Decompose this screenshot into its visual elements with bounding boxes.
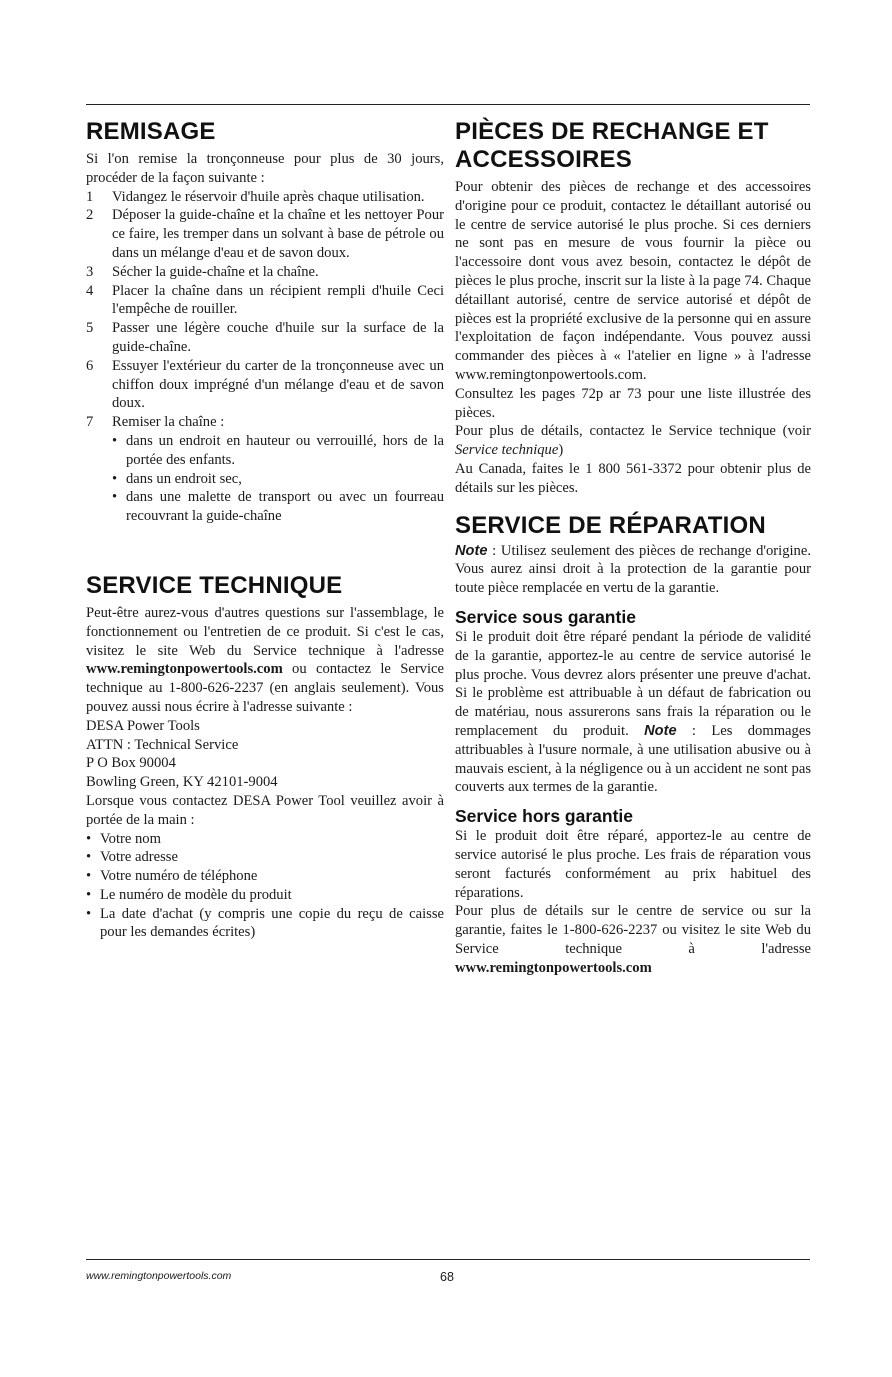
hors-garantie-paragraph: Pour plus de détails sur le centre de service ou sur la garantie, faites le 1-800-626-2237 ou visitez le site Web du Service technique à l'adresse www.remingtonpowertools.com: [455, 903, 811, 976]
storage-bullets: [112, 432, 444, 526]
checklist-item: • Votre nom: [86, 830, 444, 849]
service-technique-title: SERVICE TECHNIQUE: [86, 571, 343, 599]
step-item: 7 Remiser la chaîne : • dans un endroit en hauteur ou verrouillé, hors de la portée des enfants. • dans un endroit sec, • dans une malette de transport ou avec un fourreau recouvrant la guide-chaîne: [86, 413, 444, 526]
remisage-steps: [86, 188, 444, 526]
mailing-address: [86, 717, 444, 792]
remisage-section: [86, 118, 444, 526]
step-item: 6 Essuyer l'extérieur du carter de la tronçonneuse avec un chiffon doux imprégné d'un mélange d'eau et de savon doux.: [86, 357, 444, 412]
pieces-paragraph: Pour obtenir des pièces de rechange et des accessoires d'origine pour ce produit, contactez le détaillant autorisé ou le centre de service autorisé le plus proche. Si ces derniers ne sont pas en mesure de vous fournir la pièce ou l'accessoire dont vous avez besoin, contactez le dépôt de pièces le plus proche, inscrit sur la liste à la page 74. Chaque détaillant autorisé, centre de service autorisé et dépôt de pièces est la propriété exclusive de la personne qui en assure l'exploitation de façon indépendante. Vous pouvez aussi commander des pièces à « l'atelier en ligne » à l'adresse www.remingtonpowertools.com.: [455, 179, 811, 383]
reparation-note: Note : Utilisez seulement des pièces de rechange d'origine. Vous aurez ainsi droit à la protection de la garantie pour toute pièce remplacée en vertu de la garantie.: [455, 542, 811, 597]
sous-garantie-paragraph: Si le produit doit être réparé pendant la période de validité de la garantie, apportez-le au centre de service autorisé le plus proche. Vous devrez alors présenter une preuve d'achat. Si le problème est attribuable à un défaut de fabrication ou de matériau, nous assurerons sans frais la réparation ou le remplacement du produit. Note : Les dommages attribuables à l'usure normale, à une utilisation abusive ou à mauvais escient, à la négligence ou à un accident ne sont pas couverts aux termes de la garantie.: [455, 628, 811, 796]
hors-garantie-title: Service hors garantie: [455, 806, 633, 827]
step-item: 4 Placer la chaîne dans un récipient rempli d'huile Ceci l'empêche de rouiller.: [86, 282, 444, 318]
checklist-item: • Votre adresse: [86, 848, 444, 867]
checklist-item: • La date d'achat (y compris une copie du reçu de caisse pour les demandes écrites): [86, 905, 444, 943]
hors-garantie-paragraph: Si le produit doit être réparé, apportez-le au centre de service autorisé le plus proche. Les frais de réparation vous seront facturés conformément au prix habituel des réparations.: [455, 828, 811, 901]
step-item: 5 Passer une légère couche d'huile sur la surface de la guide-chaîne.: [86, 320, 444, 355]
checklist-item: • Votre numéro de téléphone: [86, 867, 444, 886]
footer-url: www.remingtonpowertools.com: [86, 1270, 232, 1282]
reparation-title: SERVICE DE RÉPARATION: [455, 511, 766, 539]
pieces-title: PIÈCES DE RECHANGE ET ACCESSOIRES: [455, 118, 769, 173]
step-item: 2 Déposer la guide-chaîne et la chaîne et les nettoyer Pour ce faire, les tremper dans un solvant à base de pétrole ou dans un mélange d'eau et de savon doux.: [86, 207, 444, 261]
right-column: [455, 110, 811, 977]
step-item: 3 Sécher la guide-chaîne et la chaîne.: [86, 263, 319, 280]
support-website-link[interactable]: www.remingtonpowertools.com: [86, 661, 283, 678]
contact-checklist: [86, 830, 444, 943]
sous-garantie-title: Service sous garantie: [455, 606, 636, 627]
service-technique-section: [86, 572, 444, 942]
contact-intro: Lorsque vous contactez DESA Power Tool veuillez avoir à portée de la main :: [86, 792, 444, 828]
service-technique-paragraph: Peut-être aurez-vous d'autres questions sur l'assemblage, le fonctionnement ou l'entretien de ce produit. Si c'est le cas, visitez le site Web du Service technique à l'adresse www.remingtonpowertools.com ou contactez le Service technique au 1-800-626-2237 (en anglais seulement). Vous pouvez aussi nous écrire à l'adresse suivante :: [86, 604, 444, 715]
support-website-link[interactable]: www.remingtonpowertools.com: [455, 959, 652, 976]
address-line: P O Box 90004: [86, 755, 176, 772]
left-column: [86, 110, 444, 942]
pieces-paragraph: Consultez les pages 72p ar 73 pour une liste illustrée des pièces.: [455, 385, 811, 421]
storage-bullet: • dans un endroit sec,: [112, 470, 444, 489]
checklist-item: • Le numéro de modèle du produit: [86, 886, 444, 905]
remisage-title: REMISAGE: [86, 118, 216, 145]
storage-bullet: • dans un endroit en hauteur ou verrouillé, hors de la portée des enfants.: [112, 432, 444, 470]
pieces-section: [455, 118, 811, 498]
reparation-section: [455, 512, 811, 978]
address-line: ATTN : Technical Service: [86, 736, 239, 753]
storage-bullet: • dans une malette de transport ou avec un fourreau recouvrant la guide-chaîne: [112, 488, 444, 526]
remisage-intro: Si l'on remise la tronçonneuse pour plus de 30 jours, procéder de la façon suivante :: [86, 151, 444, 186]
pieces-paragraph: Au Canada, faites le 1 800 561-3372 pour obtenir plus de détails sur les pièces.: [455, 460, 811, 496]
step-item: 1 Vidangez le réservoir d'huile après chaque utilisation.: [86, 188, 425, 205]
address-line: Bowling Green, KY 42101-9004: [86, 774, 278, 791]
top-rule: [86, 104, 810, 105]
pieces-paragraph: Pour plus de détails, contactez le Service technique (voir Service technique): [455, 423, 811, 459]
page-number: 68: [440, 1270, 454, 1284]
address-line: DESA Power Tools: [86, 717, 200, 734]
bottom-rule: [86, 1259, 810, 1260]
